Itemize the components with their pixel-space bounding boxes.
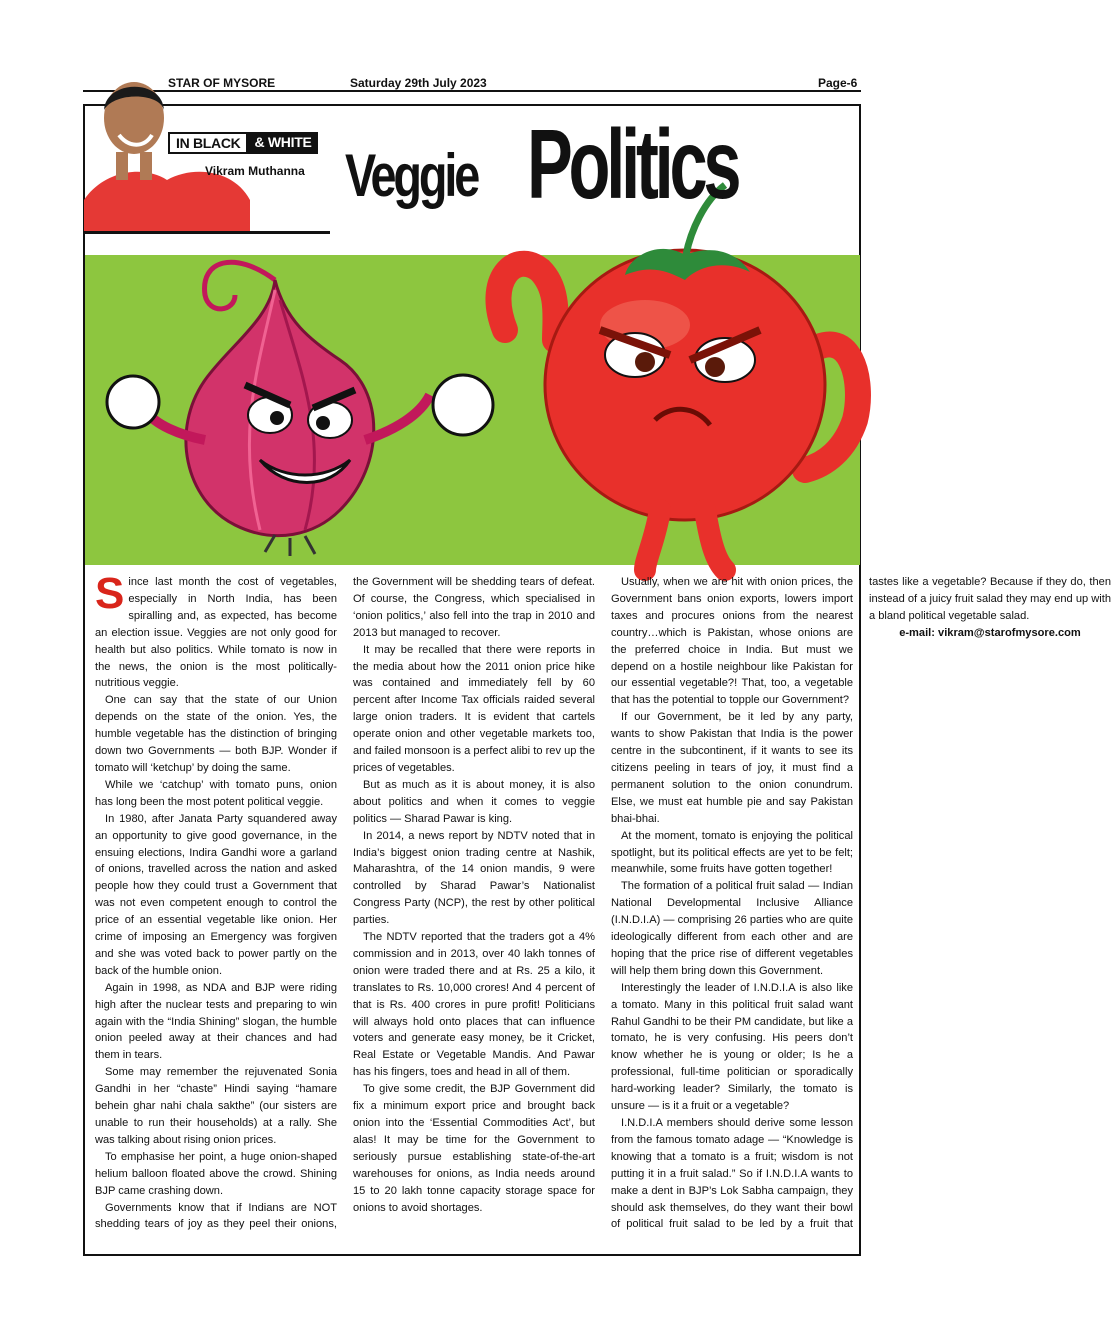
author-email: e-mail: vikram@starofmysore.com — [899, 626, 1081, 639]
headline-word-1: Veggie — [345, 142, 478, 209]
article-paragraph: Some may remember the rejuvenated Sonia Gandhi in her “chaste” Hindi saying “hamare behein ghar nahi chala sakthe” (our sisters are unable to run their households) at a rally. She was talking about rising onion prices. — [95, 1066, 337, 1146]
article-paragraph: I.N.D.I.A members should derive some lesson from the famous tomato adage — “Knowledge is knowing that a tomato is a fruit; wisdom is not putting it in a fruit salad.” So if I.N.D.I.A wants to make a dent in BJP’s Lok Sabha campaign, they should ask themselves, do they want their bowl of political fruit salad to be led by a fruit that tastes like a vegetable? Because if they do, then instead of a juicy fruit salad they may end up with a bland political vegetable salad. — [611, 576, 1111, 1231]
drop-cap: S — [95, 569, 125, 618]
article-paragraph: One can say that the state of our Union depends on the state of the onion. Yes, the humble vegetable has the distinction of bringing down two Governments — both BJP. Wonder if tomato will ‘ketchup’ by doing the same. — [95, 694, 337, 774]
article-paragraph: Again in 1998, as NDA and BJP were riding high after the nuclear tests and preparing to win again with the “India Shining” slogan, the humble onion peeled away at their chances and had them in tears. — [95, 981, 337, 1062]
article-paragraph: Governments know that if Indians are NOT shedding tears of joy as they peel their onions, the Government will be shedding tears of defeat. Of course, the Congress, which specialised in ‘onion politics,’ also fell into the trap in 2010 and 2013 but managed to recover. — [95, 576, 595, 1231]
column-badge — [168, 132, 318, 154]
publication-name: STAR OF MYSORE — [168, 76, 276, 90]
article-paragraph: Usually, when we are hit with onion prices, the Government bans onion exports, lowers import taxes and procures onions from the nearest country…which is Pakistan, whose onions are the preferred choice in India. But must we depend on a hostile neighbour like Pakistan for our essential vegetable?! That, too, a vegetable that has the potential to topple our Government? — [611, 576, 853, 707]
article-body — [95, 569, 1111, 1248]
article-paragraph: To emphasise her point, a huge onion-shaped helium balloon floated above the crowd. Shining BJP came crashing down. — [95, 1150, 337, 1197]
article-paragraph: While we ‘catchup’ with tomato puns, onion has long been the most potent political veggie. — [95, 778, 337, 808]
article-paragraph: To give some credit, the BJP Government did fix a minimum export price and brought back onion into the ‘Essential Commodities Act’, but alas! It may be time for the Government to seriously pursue establishing state-of-the-art warehouses for onions, as India needs around 15 to 20 lakh tonne capacity storage space for onions to avoid shortages. — [353, 1083, 595, 1214]
onion-vs-tomato-illustration — [85, 180, 860, 570]
article-paragraph: At the moment, tomato is enjoying the political spotlight, but its political effects are yet to be felt; meanwhile, some fruits have gotten together! — [611, 829, 853, 876]
article-paragraph: Since last month the cost of vegetables, especially in North India, has been spiralling and, as expected, has become an election issue. Veggies are not only good for health but also politics. While tomato is now in the news, the onion is the most politically-nutritious veggie. — [95, 569, 337, 690]
column-name-part1: IN BLACK — [168, 132, 248, 154]
author-byline: Vikram Muthanna — [205, 164, 305, 178]
article-paragraph: The NDTV reported that the traders got a 4% commission and in 2013, over 40 lakh tonnes of onion were traded there and at Rs. 25 a kilo, it translates to Rs. 10,000 crores! And 4 percent of that is Rs. 400 crores in pure profit! Politicians will always hold onto places that can influence voters and generate easy money, be it Cricket, Real Estate or Vegetable Mandis. And Pawar has his fingers, toes and head in all of them. — [353, 931, 595, 1079]
article-paragraph: In 2014, a news report by NDTV noted that in India’s biggest onion trading centre at Nashik, Maharashtra, of the 14 onion mandis, 9 were controlled by Sharad Pawar’s Nationalist Congress Party (NCP), the rest by other political parties. — [353, 829, 595, 927]
issue-date: Saturday 29th July 2023 — [350, 76, 487, 90]
article-paragraph: It may be recalled that there were reports in the media about how the 2011 onion price hike was contained and immediately fell by 60 percent after Income Tax officials raided several large onion traders. It is evident that cartels operate onion and other vegetable markets too, and failed monsoon is a perfect alibi to rev up the prices of vegetables. — [353, 643, 595, 774]
article-paragraph: If our Government, be it led by any party, wants to show Pakistan that India is the power centre in the subcontinent, if it wants to see its citizens peeling in tears of joy, it must find a permanent solution to the onion conundrum. Else, we must eat humble pie and say Pakistan bhai-bhai. — [611, 711, 853, 825]
page-number: Page-6 — [818, 76, 858, 90]
article-paragraph: In 1980, after Janata Party squandered away an opportunity to give good governance, in the ensuing elections, Indira Gandhi wore a garland of onions, travelled across the nation and asked people how they could trust a Government that was not even competent enough to control the price of an essential vegetable like onion. Her crime of imposing an Emergency was forgiven and she was voted back to power partly on the back of the humble onion. — [95, 812, 337, 977]
column-name-part2: & WHITE — [248, 132, 317, 154]
article-paragraph: Interestingly the leader of I.N.D.I.A is also like a tomato. Many in this political fruit salad want Rahul Gandhi to be their PM candidate, but like a tomato, he is very confusing. His peers don’t know whether he is young or older; Is he a professional, full-time politician or sporadically hard-working leader? Similarly, the tomato is unsure — is it a fruit or a vegetable? — [611, 981, 853, 1113]
byline-rule — [84, 231, 330, 234]
headline-word-2: Politics — [527, 109, 738, 219]
article-paragraph: But as much as it is about money, it is also about politics and when it comes to veggie politics — Sharad Pawar is king. — [353, 778, 595, 825]
article-paragraph: The formation of a political fruit salad — Indian National Developmental Inclusive Alliance (I.N.D.I.A) — comprising 26 parties who are quite ideologically different from each other and are hoping that the price rise of different vegetables will help them bring down this Government. — [611, 880, 853, 977]
